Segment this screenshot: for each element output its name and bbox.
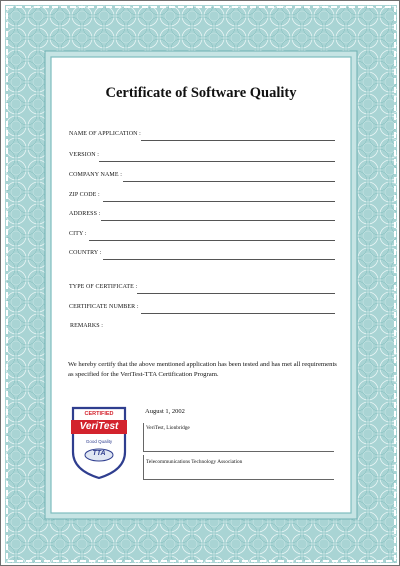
field-certificate-number: CERTIFICATE NUMBER : [69, 304, 139, 310]
logo-quality-text: Good Quality [85, 439, 113, 444]
issue-date: August 1, 2002 [145, 408, 185, 415]
field-line [123, 181, 335, 182]
field-line [89, 240, 335, 241]
veritest-certified-logo [71, 406, 127, 480]
signatory-veritest: VeriTest, Lionbridge [146, 425, 190, 431]
field-country: COUNTRY : [69, 250, 102, 256]
field-type-of-certificate: TYPE OF CERTIFICATE : [69, 284, 138, 290]
certificate-body [57, 63, 345, 507]
field-line [99, 161, 335, 162]
field-line [141, 313, 335, 314]
logo-certified-text: CERTIFIED [84, 411, 114, 417]
field-line [103, 201, 335, 202]
signatory-tta: Telecommunications Technology Association [146, 459, 243, 465]
field-version: VERSION : [69, 152, 100, 158]
field-line [103, 259, 335, 260]
field-line [137, 293, 335, 294]
field-company-name: COMPANY NAME : [69, 172, 122, 178]
field-remarks: REMARKS : [70, 323, 104, 329]
field-name-of-application: NAME OF APPLICATION : [69, 131, 141, 137]
field-zip-code: ZIP CODE : [69, 192, 100, 198]
logo-brand-text: VeriTest [79, 421, 119, 432]
logo-tta-text: TTA [92, 450, 106, 457]
field-city: CITY : [69, 231, 87, 237]
field-line [101, 220, 335, 221]
field-address: ADDRESS : [69, 211, 101, 217]
certification-statement: We hereby certify that the above mentioned application has been tested and has met all requirements as specified for the VeriTest-TTA Certification Program. [68, 361, 337, 378]
certificate-title: Certificate of Software Quality [105, 85, 297, 101]
field-line [141, 140, 335, 141]
